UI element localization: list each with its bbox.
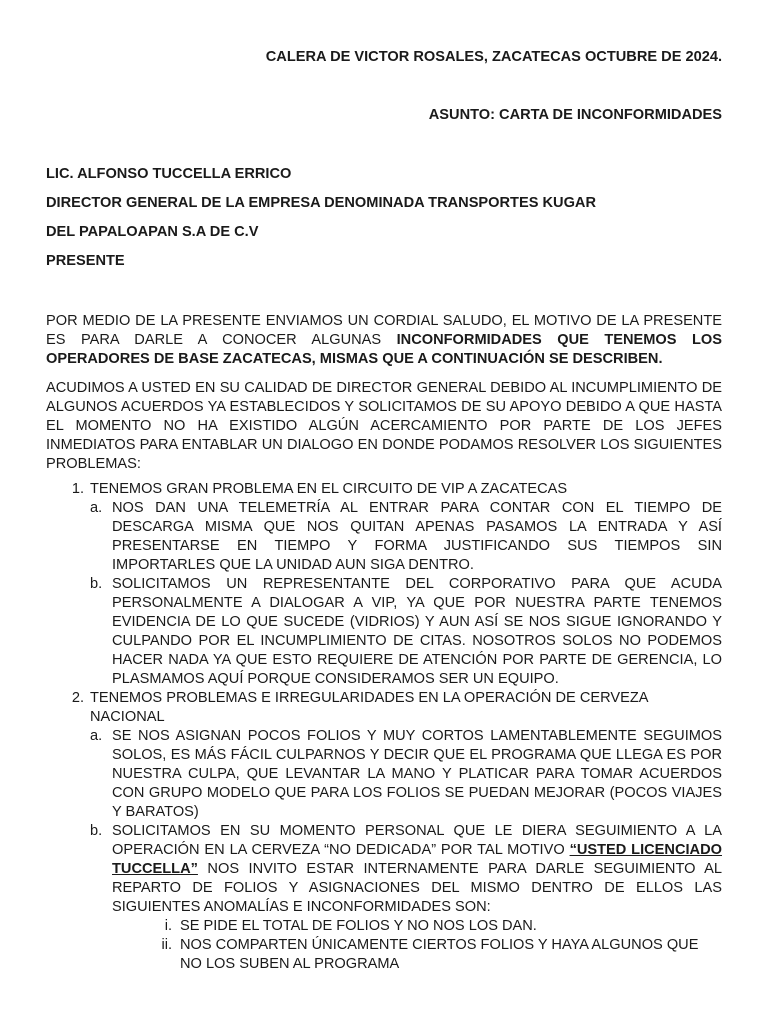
roman-item	[158, 936, 722, 974]
sub-item-letter: a.	[90, 728, 103, 744]
sub-item-text: NOS DAN UNA TELEMETRÍA AL ENTRAR PARA CONTAR CON EL TIEMPO DE DESCARGA MISMA QUE NOS QUITAN APENAS PASAMOS LA ENTRADA Y ASÍ PRESENTARSE EN TIEMPO Y FORMA JUSTIFICANDO SUS TIEMPOS SIN IMPORTARLES QUE LA UNIDAD AUN SIGA DENTRO.	[112, 500, 722, 573]
sub-item-text-post: NOS INVITO ESTAR INTERNAMENTE PARA DARLE SEGUIMIENTO AL REPARTO DE FOLIOS Y ASIGNACIONES DEL MISMO DENTRO DE ELLOS LAS SIGUIENTES ANOMALÍAS E INCONFORMIDADES SON:	[112, 861, 722, 915]
item-text: TENEMOS PROBLEMAS E IRREGULARIDADES EN LA OPERACIÓN DE CERVEZA NACIONAL	[90, 690, 648, 725]
subject-line: ASUNTO: CARTA DE INCONFORMIDADES	[428, 107, 722, 123]
roman-item	[158, 917, 722, 936]
roman-text: NOS COMPARTEN ÚNICAMENTE CIERTOS FOLIOS Y HAYA ALGUNOS QUE NO LOS SUBEN AL PROGRAMA	[180, 937, 699, 972]
sub-item-letter: b.	[90, 576, 103, 592]
roman-text: SE PIDE EL TOTAL DE FOLIOS Y NO NOS LOS DAN.	[180, 918, 537, 934]
sub-item	[90, 822, 722, 917]
sub-item-text-pre: SOLICITAMOS EN SU MOMENTO PERSONAL QUE LE DIERA SEGUIMIENTO A LA OPERACIÓN EN LA CERVEZA “NO DEDICADA” POR TAL MOTIVO	[112, 823, 722, 858]
sub-item	[90, 727, 722, 822]
context-paragraph: ACUDIMOS A USTED EN SU CALIDAD DE DIRECTOR GENERAL DEBIDO AL INCUMPLIMIENTO DE ALGUNOS ACUERDOS YA ESTABLECIDOS Y SOLICITAMOS DE SU APOYO DEBIDO A QUE HASTA EL MOMENTO NO HA EXISTIDO ALGÚN ACERCAMIENTO POR PARTE DE LOS JEFES INMEDIATOS PARA ENTABLAR UN DIALOGO EN DONDE PODAMOS RESOLVER LOS SIGUIENTES PROBLEMAS:	[46, 380, 722, 472]
recipient-title: DIRECTOR GENERAL DE LA EMPRESA DENOMINADA TRANSPORTES KUGAR	[46, 195, 597, 211]
sub-item-text: SE NOS ASIGNAN POCOS FOLIOS Y MUY CORTOS LAMENTABLEMENTE SEGUIMOS SOLOS, ES MÁS FÁCIL CULPARNOS Y DECIR QUE EL PROGRAMA QUE LLEGA ES POR NUESTRA CULPA, QUE LEVANTAR LA MANO Y PLATICAR PARA TOMAR ACUERDOS CON GRUPO MODELO QUE PARA LOS FOLIOS SE PUEDAN MEJORAR (POCOS VIAJES Y BARATOS)	[112, 728, 722, 820]
item-text: TENEMOS GRAN PROBLEMA EN EL CIRCUITO DE VIP A ZACATECAS	[90, 481, 568, 497]
recipient-presente: PRESENTE	[46, 253, 125, 269]
item-number: 1.	[71, 481, 84, 497]
letter-body	[46, 312, 722, 974]
problems-list	[46, 480, 722, 974]
sub-item-text	[112, 822, 722, 917]
list-item	[46, 480, 722, 689]
place-date: CALERA DE VICTOR ROSALES, ZACATECAS OCTUBRE DE 2024.	[265, 49, 722, 65]
highlighted-name: “USTED LICENCIADO TUCCELLA”	[112, 842, 722, 877]
recipient-company: DEL PAPALOAPAN S.A DE C.V	[46, 224, 259, 240]
sub-item	[90, 575, 722, 689]
sub-item-letter: b.	[90, 823, 103, 839]
list-item	[46, 689, 722, 974]
sub-item-letter: a.	[90, 500, 103, 516]
sub-item-text: SOLICITAMOS UN REPRESENTANTE DEL CORPORATIVO PARA QUE ACUDA PERSONALMENTE A DIALOGAR A VIP, YA QUE POR NUESTRA PARTE TENEMOS EVIDENCIA DE LO QUE SUCEDE (VIDRIOS) Y AUN ASÍ SE NOS SIGUE IGNORANDO Y CULPANDO POR EL INCUMPLIMIENTO DE CITAS. NOSOTROS SOLOS NO PODEMOS HACER NADA YA QUE ESTO REQUIERE DE ATENCIÓN POR PARTE DE GERENCIA, LO PLASMAMOS AQUÍ PORQUE CONSIDERAMOS SER UN EQUIPO.	[112, 576, 722, 687]
roman-number: i.	[164, 918, 172, 934]
item-number: 2.	[71, 690, 84, 706]
intro-paragraph	[46, 312, 722, 369]
intro-text: POR MEDIO DE LA PRESENTE ENVIAMOS UN CORDIAL SALUDO, EL MOTIVO DE LA PRESENTE ES PARA DARLE A CONOCER ALGUNAS	[46, 313, 722, 348]
sub-item	[90, 499, 722, 575]
intro-bold-text: INCONFORMIDADES QUE TENEMOS LOS OPERADORES DE BASE ZACATECAS, MISMAS QUE A CONTINUACIÓN SE DESCRIBEN.	[46, 332, 723, 367]
recipient-block	[46, 165, 722, 271]
roman-number: ii.	[161, 937, 172, 953]
recipient-name: LIC. ALFONSO TUCCELLA ERRICO	[46, 166, 292, 182]
